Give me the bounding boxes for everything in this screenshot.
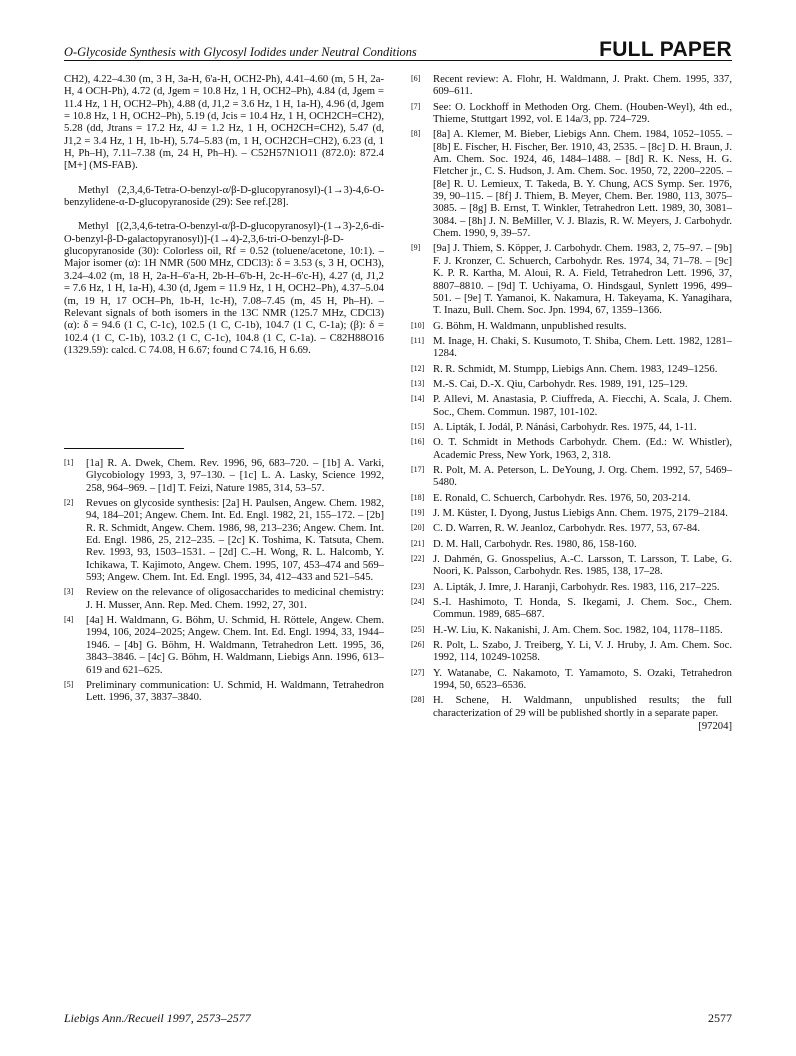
- reference-number: [25]: [411, 624, 425, 634]
- journal-citation: Liebigs Ann./Recueil 1997, 2573–2577: [64, 1011, 251, 1025]
- reference-text: Review on the relevance of oligosaccharides to medicinal chemistry: J. H. Musser, Ann. Rep. Med. Chem. 1992, 27, 301.: [86, 587, 384, 611]
- reference-text: See: O. Lockhoff in Methoden Org. Chem. (Houben-Weyl), 4th ed., Thieme, Stuttgart 1992, vol. E 14a/3, pp. 724–729.: [433, 101, 732, 126]
- reference-item: [411, 379, 732, 391]
- reference-text: J. Dahmén, G. Gnosspelius, A.-C. Larsson, T. Larsson, T. Labe, G. Noori, K. Palsson, Carbohydr. Res. 1985, 138, 17–28.: [433, 554, 732, 578]
- reference-item: [64, 498, 384, 584]
- reference-item: [411, 243, 732, 317]
- references-right: [411, 74, 732, 734]
- reference-number: [8]: [411, 129, 421, 139]
- footnote-rule: [64, 448, 184, 449]
- reference-item: [411, 539, 732, 551]
- reference-item: [64, 587, 384, 612]
- reference-item: [411, 422, 732, 434]
- left-column: [64, 74, 384, 369]
- reference-text: P. Allevi, M. Anastasia, P. Ciuffreda, A. Fiecchi, A. Scala, J. Chem. Soc., Chem. Commun. 1987, 101-102.: [433, 394, 732, 418]
- reference-number: [3]: [64, 587, 74, 597]
- reference-item: [411, 394, 732, 419]
- reference-number: [5]: [64, 679, 74, 689]
- reference-text: M.-S. Cai, D.-X. Qiu, Carbohydr. Res. 1989, 191, 125–129.: [433, 378, 688, 390]
- reference-item: [411, 640, 732, 665]
- reference-number: [23]: [411, 581, 425, 591]
- reference-number: [21]: [411, 538, 425, 548]
- reference-item: [411, 508, 732, 520]
- experimental-paragraph: CH2), 4.22–4.30 (m, 3 H, 3a-H, 6'a-H, OCH2-Ph), 4.41–4.60 (m, 5 H, 2a-H, 4 OCH-Ph), 4.72 (d, Jgem = 10.8 Hz, 1 H, OCH2–Ph), 4.84 (d, Jgem = 11.4 Hz, 1 H, OCH2–Ph), 4.88 (d, J1,2 = 3.6 Hz, 1 H, 1a-H), 4.96 (d, Jgem = 10.8 Hz, 1 H, OCH2–Ph), 5.19 (d, Jcis = 10.4 Hz, 1 H, OCH2CH=CH2), 5.28 (dd, Jtrans = 17.2 Hz, 4J = 1.2 Hz, 1 H, OCH2CH=CH2), 5.47 (d, J1,2 = 3.4 Hz, 1 H, 1b-H), 5.74–5.83 (m, 1 H, OCH2CH=CH2), 6.23 (d, 1 H, Ph–H), 7.11–7.38 (m, 24 H, Ph–H). – C52H57N1O11 (872.0): 872.4 [M+] (MS-FAB).: [64, 74, 384, 172]
- reference-text: O. T. Schmidt in Methods Carbohydr. Chem. (Ed.: W. Whistler), Academic Press, New York, 1963, 2, 318.: [433, 437, 732, 461]
- reference-number: [28]: [411, 695, 425, 705]
- reference-number: [15]: [411, 421, 425, 431]
- section-label: FULL PAPER: [599, 38, 732, 61]
- reference-number: [1]: [64, 458, 74, 467]
- reference-item: [411, 364, 732, 376]
- reference-text: S.-I. Hashimoto, T. Honda, S. Ikegami, J. Chem. Soc., Chem. Commun. 1989, 685–687.: [433, 597, 732, 621]
- reference-item: [411, 321, 732, 333]
- reference-text: J. M. Küster, I. Dyong, Justus Liebigs Ann. Chem. 1975, 2179–2184.: [433, 508, 728, 519]
- reference-number: [12]: [411, 363, 425, 373]
- page-number: 2577: [708, 1011, 732, 1025]
- reference-text: [9a] J. Thiem, S. Köpper, J. Carbohydr. Chem. 1983, 2, 75–97. – [9b] F. J. Kronzer, C. Schuerch, Carbohydr. Res. 1974, 34, 71–78. – [9c] K. P. R. Kartha, M. Aloui, R. A. Field, Tetrahedron Lett. 1996, 37, 8807–8810. – [9d] T. Uchiyama, O. Hindsgaul, Synlett 1996, 499–501. – [9e] T. Yamanoi, K. Nakamura, H. Takeyama, K. Yanagihara, T. Inazu, Bull. Chem. Soc. Jpn. 1994, 67, 1359–1366.: [433, 243, 732, 317]
- reference-number: [2]: [64, 498, 74, 508]
- reference-number: [18]: [411, 492, 425, 502]
- reference-number: [14]: [411, 394, 425, 404]
- reference-item: [411, 336, 732, 361]
- reference-item: [411, 129, 732, 240]
- reference-text: G. Böhm, H. Waldmann, unpublished results.: [433, 320, 627, 332]
- reference-item: [411, 554, 732, 579]
- reference-number: [17]: [411, 464, 425, 474]
- experimental-paragraph: Methyl (2,3,4,6-Tetra-O-benzyl-α/β-D-glucopyranosyl)-(1→3)-4,6-O-benzylidene-α-D-glucopyranoside (29): See ref.[28].: [64, 184, 384, 209]
- reference-number: [19]: [411, 508, 425, 517]
- reference-text: A. Lipták, J. Imre, J. Haranji, Carbohydr. Res. 1983, 116, 217–225.: [433, 581, 720, 593]
- reference-text: Preliminary communication: U. Schmid, H. Waldmann, Tetrahedron Lett. 1996, 37, 3837–3840.: [86, 679, 384, 704]
- reference-text: A. Lipták, I. Jodál, P. Nánási, Carbohydr. Res. 1975, 44, 1-11.: [433, 421, 697, 433]
- reference-number: [7]: [411, 101, 421, 111]
- reference-number: [22]: [411, 554, 425, 564]
- reference-number: [11]: [411, 335, 425, 345]
- reference-text: [4a] H. Waldmann, G. Böhm, U. Schmid, H. Röttele, Angew. Chem. 1994, 106, 2024–2025; Angew. Chem. Int. Ed. Engl. 1994, 33, 1944–1946. – [4b] G. Böhm, H. Waldmann, Tetrahedron Lett. 1995, 36, 3843–3846. – [4c] G. Böhm, H. Waldmann, Liebigs Ann. 1996, 613–619 and 621–625.: [86, 615, 384, 676]
- reference-text: R. Polt, L. Szabo, J. Treiberg, Y. Li, V. J. Hruby, J. Am. Chem. Soc. 1992, 114, 10249-10258.: [433, 640, 732, 664]
- running-title: O-Glycoside Synthesis with Glycosyl Iodides under Neutral Conditions: [64, 45, 417, 59]
- reference-number: [26]: [411, 640, 425, 650]
- reference-number: [16]: [411, 437, 425, 447]
- reference-item: [64, 615, 384, 677]
- reference-item: [411, 523, 732, 535]
- reference-text: R. Polt, M. A. Peterson, L. DeYoung, J. Org. Chem. 1992, 57, 5469–5480.: [433, 464, 732, 489]
- reference-item: [411, 625, 732, 637]
- reference-number: [20]: [411, 523, 425, 533]
- reference-item: [411, 102, 732, 127]
- reference-item: [411, 695, 732, 720]
- reference-item: [411, 493, 732, 505]
- reference-item: [64, 458, 384, 495]
- reference-text: C. D. Warren, R. W. Jeanloz, Carbohydr. Res. 1977, 53, 67-84.: [433, 523, 701, 535]
- reference-item: [411, 582, 732, 594]
- reference-text: [8a] A. Klemer, M. Bieber, Liebigs Ann. Chem. 1984, 1052–1055. – [8b] E. Fischer, H. Fischer, Ber. 1910, 43, 2535. – [8c] D. H. Braun, J. Am. Chem. Soc. 1924, 46, 1484–1488. – [8d] R. K. Ness, H. G. Fletcher jr., C. S. Hudson, J. Am. Chem. Soc. 1950, 72, 2200–2205. – [8e] R. U. Lemieux, T. Takeda, B. Y. Chung, ACS Symp. Ser. 1976, 39, 90–115. – [8f] J. Thiem, B. Meyer, Chem. Ber. 1980, 113, 3075–3085. – [8g] B. Ernst, T. Winkler, Tetrahedron Lett. 1989, 30, 3081–3084. – [8h] J. N. BeMiller, V. J. Blazis, R. W. Meyers, J. Carbohydr. Chem. 1990, 9, 39–57.: [433, 129, 732, 240]
- experimental-paragraph: Methyl [(2,3,4,6-tetra-O-benzyl-α/β-D-glucopyranosyl)-(1→3)-2,6-di-O-benzyl-β-D-galactopyranosyl)]-(1→4)-2,3,6-tri-O-benzyl-β-D-glucopyranoside (30): Colorless oil, Rf = 0.52 (toluene/acetone, 10:1). – Major isomer (α): 1H NMR (500 MHz, CDCl3): δ = 3.53 (s, 3 H, OCH3), 3.24–4.02 (m, 18 H, 2a-H–6'a-H, 2b-H–6'b-H, 2c-H–6'c-H), 4.27 (d, J1,2 = 7.6 Hz, 1 H, 1a-H), 4.30 (d, Jgem = 11.9 Hz, 1 H, OCH2–Ph), 4.37–5.04 (m, 19 H, 17 OCH–Ph, 1b-H, 1c-H), 7.08–7.45 (m, 45 H, Ph–H). – Relevant signals of both isomers in the 13C NMR (125.7 MHz, CDCl3) (α): δ = 94.6 (1 C, C-1c), 102.5 (1 C, C-1b), 104.7 (1 C, C-1a); (β): δ = 102.4 (1 C, C-1b), 103.2 (1 C, C-1c), 104.8 (1 C, C-1a). – C82H88O16 (1329.59): calcd. C 74.08, H 6.67; found C 74.16, H 6.69.: [64, 221, 384, 356]
- reference-number: [27]: [411, 667, 425, 677]
- reference-number: [6]: [411, 74, 421, 83]
- reference-number: [13]: [411, 378, 425, 388]
- reference-number: [24]: [411, 597, 425, 607]
- reference-text: H. Schene, H. Waldmann, unpublished results; the full characterization of 29 will be published shortly in a separate paper.: [433, 695, 732, 719]
- reference-text: D. M. Hall, Carbohydr. Res. 1980, 86, 158-160.: [433, 538, 637, 550]
- reference-number: [9]: [411, 243, 421, 253]
- reference-text: Recent review: A. Flohr, H. Waldmann, J. Prakt. Chem. 1995, 337, 609–611.: [433, 74, 732, 98]
- reference-number: [10]: [411, 320, 425, 330]
- reference-text: [1a] R. A. Dwek, Chem. Rev. 1996, 96, 683–720. – [1b] A. Varki, Glycobiology 1993, 3, 97–130. – [1c] L. A. Lasky, Science 1992, 258, 964–969. – [1d] T. Feizi, Nature 1985, 314, 53–57.: [86, 458, 384, 494]
- reference-text: H.-W. Liu, K. Nakanishi, J. Am. Chem. Soc. 1982, 104, 1178–1185.: [433, 624, 723, 636]
- reference-item: [411, 465, 732, 490]
- reference-text: M. Inage, H. Chaki, S. Kusumoto, T. Shiba, Chem. Lett. 1982, 1281–1284.: [433, 335, 732, 360]
- reference-item: [411, 668, 732, 693]
- job-number: [97204]: [698, 721, 732, 733]
- reference-text: E. Ronald, C. Schuerch, Carbohydr. Res. 1976, 50, 203-214.: [433, 492, 691, 504]
- reference-item: [411, 74, 732, 99]
- references-left: [64, 458, 384, 708]
- reference-item: [411, 597, 732, 622]
- header-rule: [64, 60, 732, 61]
- reference-text: Y. Watanabe, C. Nakamoto, T. Yamamoto, S. Ozaki, Tetrahedron 1994, 50, 6523–6536.: [433, 667, 732, 692]
- reference-text: Revues on glycoside synthesis: [2a] H. Paulsen, Angew. Chem. 1982, 94, 184–201; Angew. Chem. Int. Ed. Engl. 1982, 21, 155–172. – [2b] R. R. Schmidt, Angew. Chem. 1986, 98, 213–236; Angew. Chem. Int. Ed. Engl. 1986, 25, 212–235. – [2c] K. Toshima, K. Tatsuta, Chem. Rev. 1993, 93, 1503–1531. – [2d] C.–H. Wong, R. L. Halcomb, Y. Ichikawa, T. Kajimoto, Angew. Chem. 1995, 107, 453–474 and 569–593; Angew. Chem. Int. Ed. Engl. 1995, 34, 412–433 and 521–545.: [86, 498, 384, 584]
- reference-item: [411, 437, 732, 462]
- reference-item: [64, 680, 384, 705]
- reference-text: R. R. Schmidt, M. Stumpp, Liebigs Ann. Chem. 1983, 1249–1256.: [433, 363, 718, 375]
- reference-number: [4]: [64, 615, 74, 625]
